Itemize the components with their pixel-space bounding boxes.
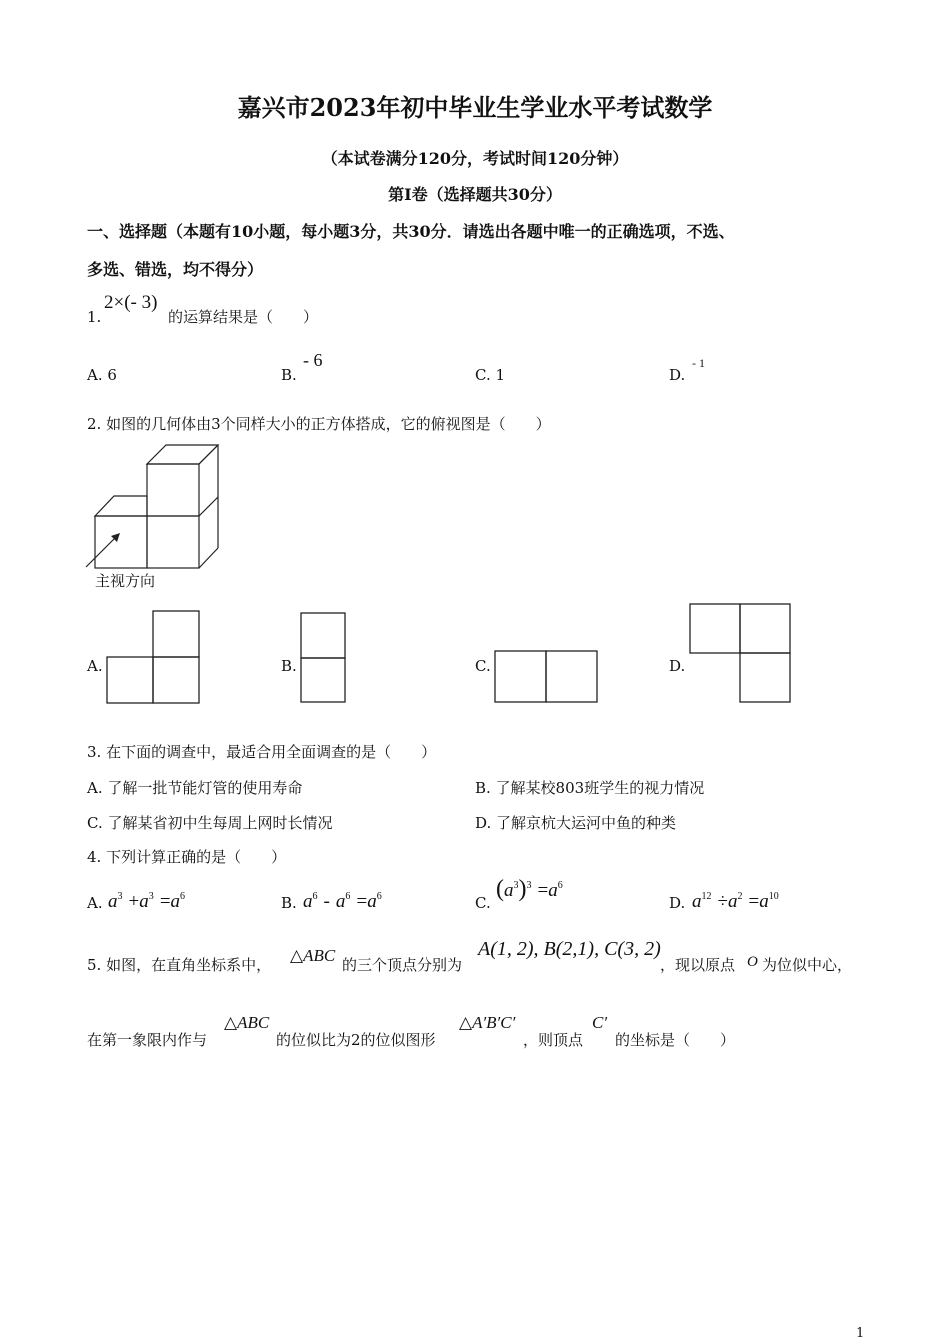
exam-info: （本试卷满分120分，考试时间120分钟）: [321, 149, 629, 168]
q4-option-d-formula: $a^{12} \div a^2 =a^{10}$: [692, 891, 779, 912]
bottom-left-cube-front: [95, 516, 147, 568]
q1-option-a: A. 6: [87, 366, 117, 384]
section-instruction-line2: 多选、错选，均不得分）: [87, 260, 264, 279]
q4-option-c-label[interactable]: C.: [475, 894, 491, 912]
q2-option-a-label[interactable]: A.: [87, 657, 103, 675]
q1-stem: 的运算结果是（ ）: [168, 308, 319, 326]
q3-option-d[interactable]: D. 了解京杭大运河中鱼的种类: [475, 814, 677, 832]
cube-top-face: [147, 445, 218, 464]
q4-stem: 4. 下列计算正确的是（ ）: [87, 848, 287, 866]
q1-option-d-value: - 1: [692, 356, 705, 370]
q5-triangle-abc: △ABC: [290, 946, 336, 965]
view-direction-arrow: [86, 535, 118, 567]
bottom-right-cube-front: [147, 516, 199, 568]
q5-coordinates: A(1, 2), B(2,1), C(3, 2): [478, 938, 661, 960]
q5-triangle-abc-2: △ABC: [224, 1013, 270, 1032]
page-title: 嘉兴市2023年初中毕业生学业水平考试数学: [237, 93, 713, 122]
q2-option-b-figure: [300, 612, 348, 704]
q5-vertex-c-prime: C′: [592, 1013, 608, 1032]
q2-option-d-figure: [689, 603, 793, 705]
q2-option-d-label[interactable]: D.: [669, 657, 686, 675]
q2-solid-figure: [80, 440, 230, 575]
q3-option-c[interactable]: C. 了解某省初中生每周上网时长情况: [87, 814, 333, 832]
upper-cube-front: [147, 464, 199, 516]
q4-option-a-formula: $a^3 +a^3 =a^6$: [108, 891, 186, 912]
part-heading: 第I卷（选择题共30分）: [388, 185, 562, 204]
q1-option-b-value: - 6: [303, 350, 323, 370]
q5-tail: ，现以原点: [660, 956, 736, 974]
q5-mid: 的三个顶点分别为: [342, 956, 463, 974]
q5-prefix: 5. 如图，在直角坐标系中，: [87, 956, 272, 974]
q1-option-b-label: B.: [281, 366, 297, 384]
q2-option-c-label[interactable]: C.: [475, 657, 491, 675]
q4-option-b-formula: $a^6 - a^6 =a^6$: [303, 891, 382, 912]
q2-option-c-figure: [494, 650, 600, 704]
q4-option-d-label[interactable]: D.: [669, 894, 686, 912]
q1-number: 1.: [87, 308, 102, 326]
q5-line2-a: 在第一象限内作与: [87, 1031, 208, 1049]
q5-tail2: 为位似中心，: [762, 956, 853, 974]
q1-expression: 2×(- 3): [104, 292, 158, 313]
page-number: 1: [856, 1326, 865, 1341]
q5-origin: O: [747, 954, 758, 970]
q4-option-c-formula: $(a^3)^3 =a^6$: [496, 876, 563, 902]
q2-option-b-label[interactable]: B.: [281, 657, 297, 675]
q5-triangle-prime: △A′B′C′: [459, 1013, 516, 1032]
q4-option-a-label[interactable]: A.: [87, 894, 103, 912]
q5-line2-d: 的坐标是（ ）: [615, 1031, 736, 1049]
q2-figure-caption: 主视方向: [95, 572, 156, 590]
q1-option-d-label: D.: [669, 366, 686, 384]
q3-stem: 3. 在下面的调查中，最适合用全面调查的是（ ）: [87, 743, 437, 761]
q4-option-b-label[interactable]: B.: [281, 894, 297, 912]
q5-line2-b: 的位似比为2的位似图形: [276, 1031, 436, 1049]
q2-stem: 2. 如图的几何体由3个同样大小的正方体搭成，它的俯视图是（ ）: [87, 415, 551, 433]
left-cube-top-face: [95, 496, 147, 516]
q1-option-c: C. 1: [475, 366, 506, 384]
q2-option-a-figure: [106, 610, 201, 705]
q5-line2-c: ，则顶点: [523, 1031, 584, 1049]
section-instruction-line1: 一、选择题（本题有10小题，每小题3分，共30分．请选出各题中唯一的正确选项，不选、: [87, 222, 735, 241]
q3-option-b[interactable]: B. 了解某校803班学生的视力情况: [475, 779, 705, 797]
q3-option-a[interactable]: A. 了解一批节能灯管的使用寿命: [87, 779, 303, 797]
